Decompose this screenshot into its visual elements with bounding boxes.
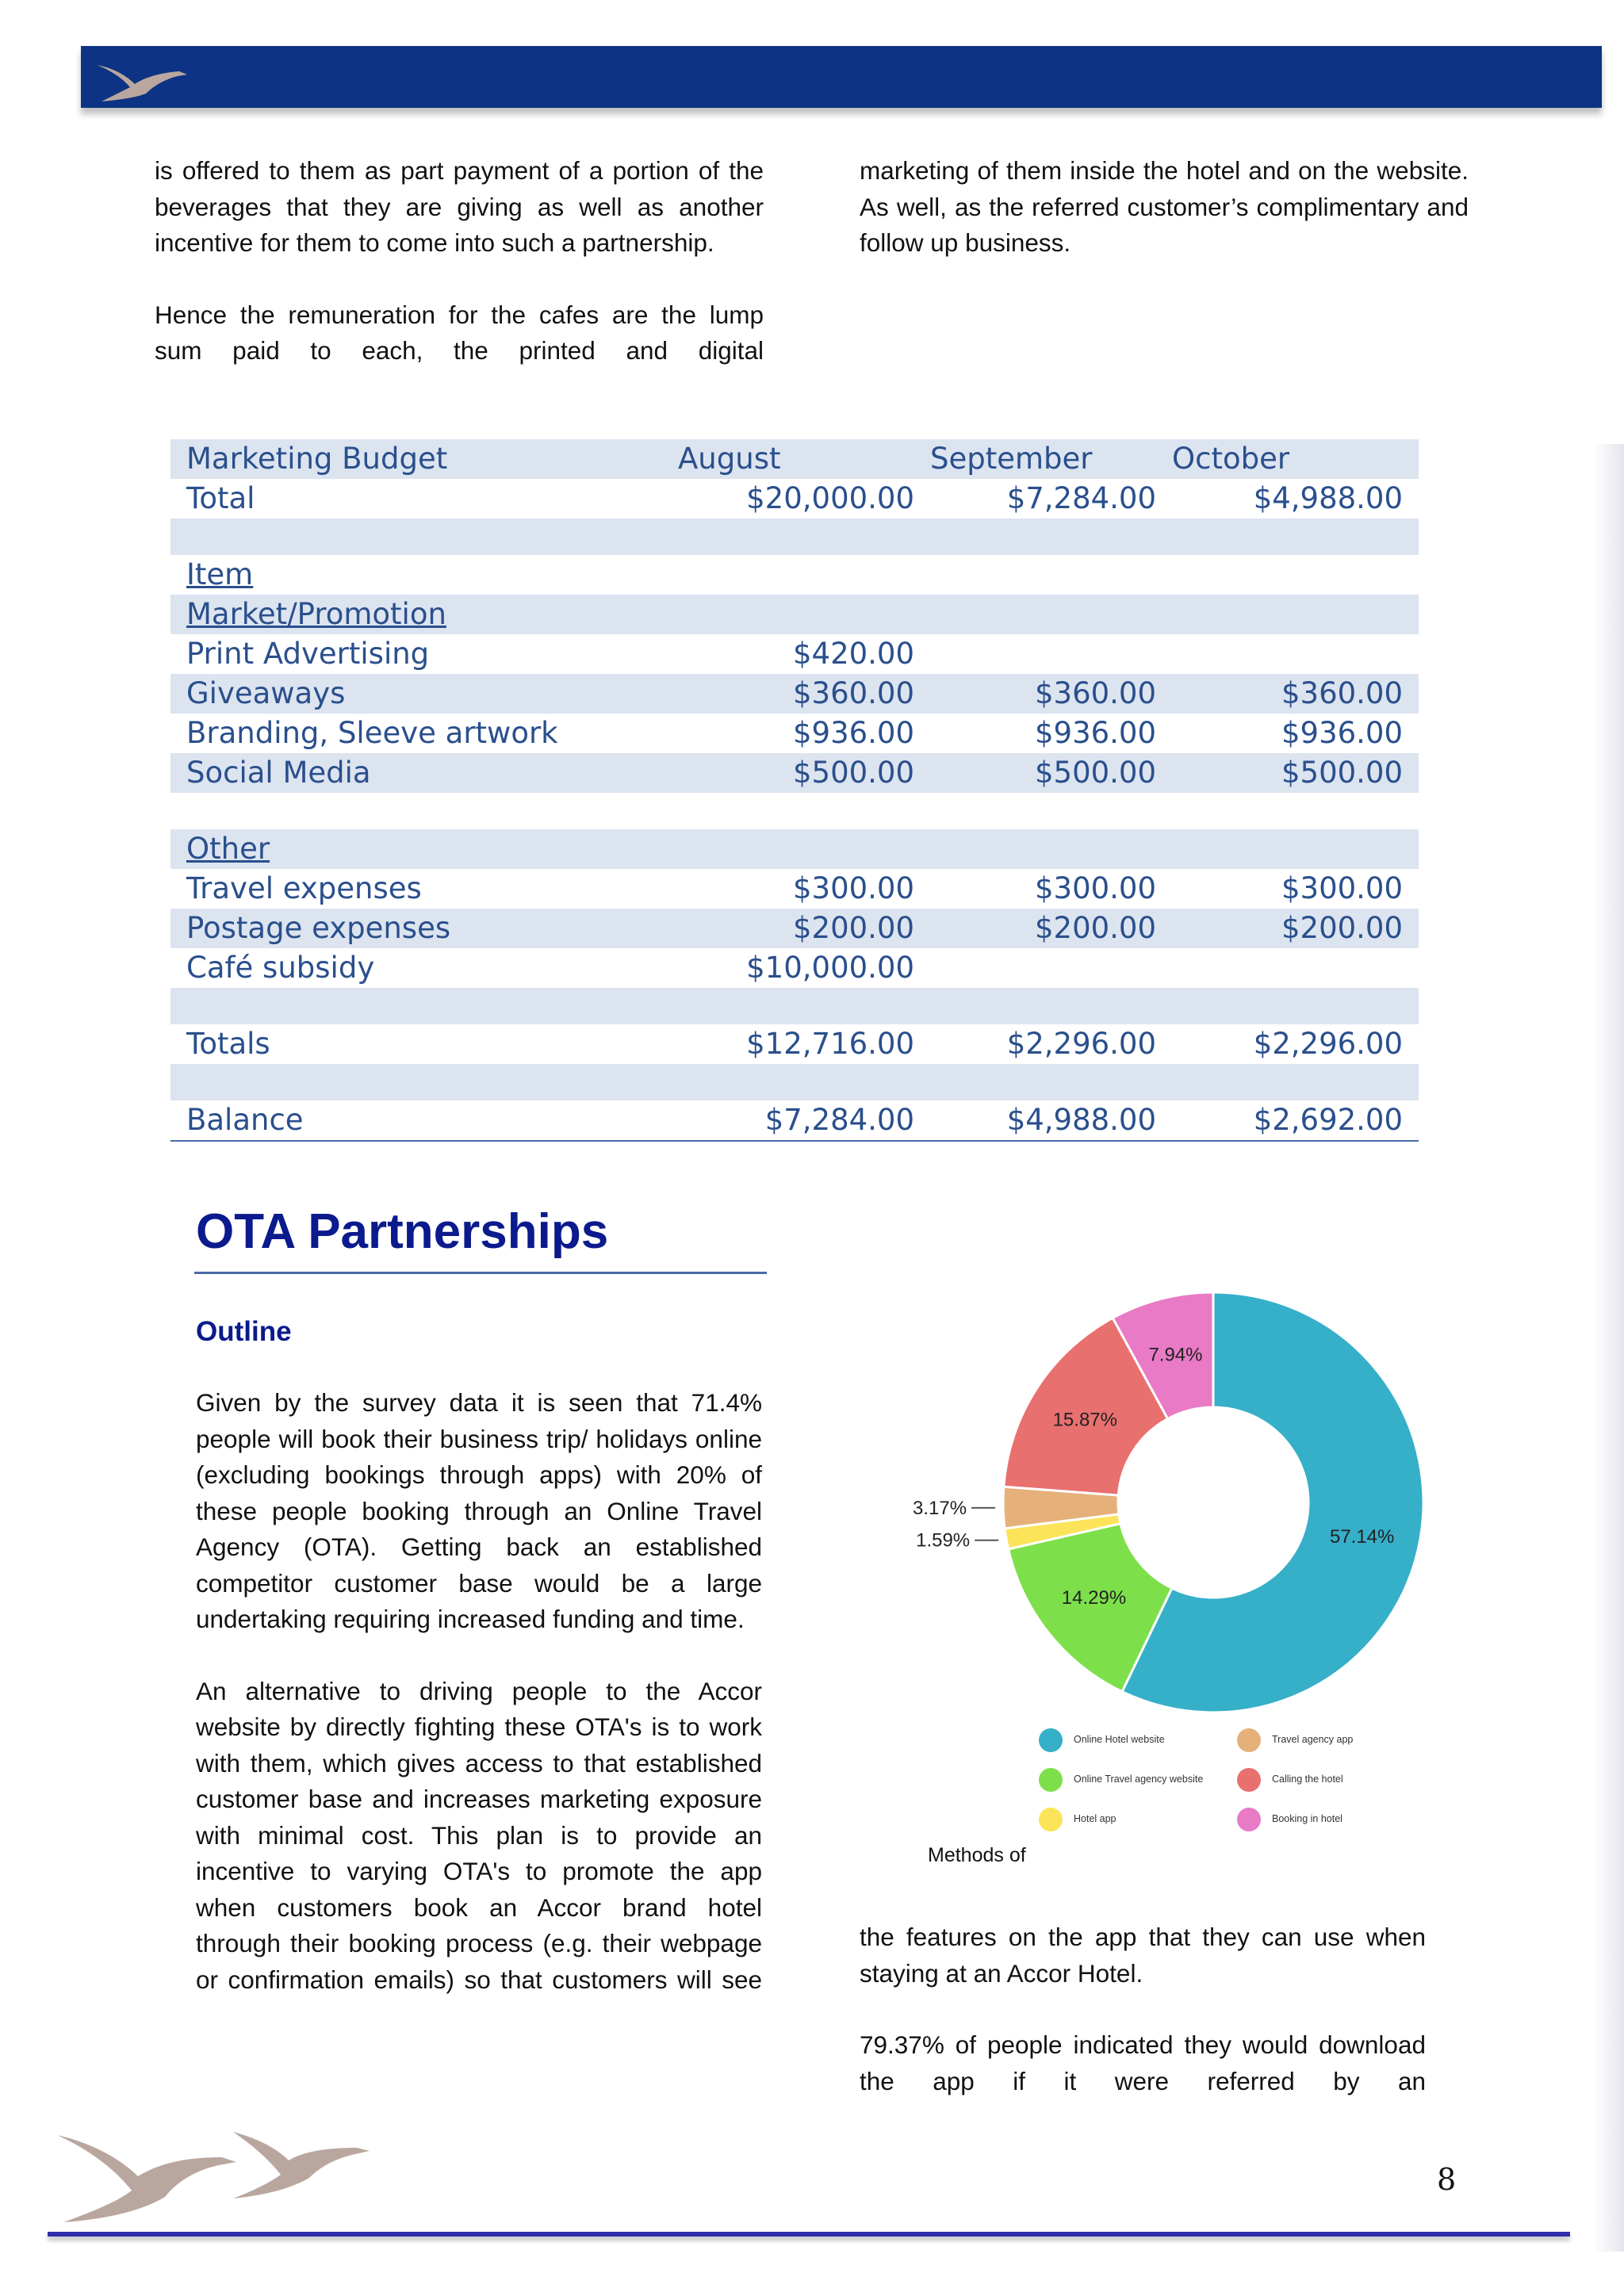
cell-value: $360.00: [1172, 674, 1419, 714]
table-row: [170, 948, 1419, 988]
cell-value: [1172, 634, 1419, 674]
item-header: Item: [186, 557, 254, 591]
section-title: OTA Partnerships: [196, 1204, 609, 1259]
cell-value: $500.00: [930, 753, 1172, 793]
spacer-row: [170, 1064, 1419, 1100]
bird-icon: [90, 54, 193, 101]
slice-value-label: 14.29%: [1061, 1587, 1127, 1609]
section-header-row: [170, 595, 1419, 634]
slice-value-label: 7.94%: [1148, 1344, 1203, 1366]
footer-rule: [48, 2232, 1570, 2237]
cell-value: $2,692.00: [1253, 1103, 1403, 1137]
cell-value: $2,296.00: [1253, 1027, 1403, 1061]
section-header-row: [170, 829, 1419, 869]
table-header-row: [170, 439, 1419, 479]
table-row-item-header: [170, 555, 1419, 595]
table-row: [170, 674, 1419, 714]
row-label: Total: [186, 481, 255, 515]
section-divider: [194, 1272, 767, 1274]
page-number: 8: [1437, 2162, 1457, 2197]
section-title: Other: [170, 829, 678, 869]
cell-value: $360.00: [930, 674, 1172, 714]
legend-label: Hotel app: [1074, 1813, 1116, 1824]
header-cell: September: [930, 439, 1172, 479]
table-row: [170, 753, 1419, 793]
legend-label: Booking in hotel: [1272, 1813, 1342, 1824]
cell-value: $20,000.00: [746, 481, 914, 515]
legend-swatch: [1237, 1808, 1261, 1831]
slice-value-label: 15.87%: [1052, 1409, 1117, 1431]
legend-label: Calling the hotel: [1272, 1774, 1343, 1785]
row-label: Totals: [186, 1027, 270, 1061]
row-label: Giveaways: [170, 674, 678, 714]
section-left-column: [196, 1385, 762, 1998]
birds-logo-icon: [49, 2129, 382, 2232]
spacer-row: [170, 793, 1419, 829]
cell-value: $936.00: [1281, 716, 1403, 750]
legend-label: Online Travel agency website: [1074, 1774, 1204, 1785]
cell-value: $200.00: [1172, 909, 1419, 948]
table-row-balance: [170, 1100, 1419, 1140]
cell-value: $936.00: [792, 716, 914, 750]
slice-value-label: 1.59%: [916, 1529, 971, 1552]
intro-paragraph-2: Hence the remuneration for the cafes are the lump sum paid to each, the printed and digital: [155, 300, 764, 365]
legend-label: Online Hotel website: [1074, 1734, 1165, 1745]
cell-value: $2,296.00: [1006, 1027, 1156, 1061]
cell-value: $300.00: [1281, 871, 1403, 905]
cell-value: [930, 634, 1172, 674]
intro-paragraph-1: is offered to them as part payment of a portion of the beverages that they are giving as well as another incentive for them to come into such a partnership.: [155, 156, 764, 257]
table-row-totals: [170, 1024, 1419, 1064]
cell-value: $420.00: [792, 637, 914, 671]
section-right-column: [860, 1919, 1426, 2099]
row-label: Travel expenses: [186, 871, 422, 905]
row-label: Café subsidy: [186, 951, 375, 985]
intro-left-column: [155, 153, 764, 369]
cell-value: $12,716.00: [746, 1027, 914, 1061]
cell-value: $4,988.00: [1006, 1103, 1156, 1137]
cell-value: $4,988.00: [1253, 481, 1403, 515]
section-title: Market/Promotion: [170, 595, 678, 634]
slice-value-label: 57.14%: [1329, 1525, 1395, 1548]
legend-label: Travel agency app: [1272, 1734, 1354, 1745]
header-cell: October: [1172, 439, 1419, 479]
table-row-total: [170, 479, 1419, 519]
row-label: Branding, Sleeve artwork: [186, 716, 558, 750]
chart-title: Methods of: [928, 1844, 1026, 1866]
section-right-paragraph-2: 79.37% of people indicated they would download the app if it were referred by an: [860, 2030, 1426, 2095]
header-cell: August: [678, 439, 930, 479]
subheading: Outline: [196, 1316, 292, 1347]
spacer-row: [170, 519, 1419, 555]
legend-swatch: [1039, 1728, 1063, 1752]
section-paragraph-1: Given by the survey data it is seen that 71.4% people will book their business trip/ holidays online (excluding bookings through apps) with 20% of these people booking through an Online Travel Agency (OTA). Getting back an established competitor customer base would be a large undertaking requiring increased funding and time.: [196, 1388, 762, 1633]
cell-value: $360.00: [678, 674, 930, 714]
table-row: [170, 634, 1419, 674]
intro-right-paragraph: marketing of them inside the hotel and on the website. As well, as the referred customer’s complimentary and follow up business.: [860, 156, 1469, 257]
cell-value: [930, 948, 1172, 988]
cell-value: $200.00: [930, 909, 1172, 948]
legend-swatch: [1039, 1808, 1063, 1831]
marketing-budget-table: [170, 439, 1419, 1142]
cell-value: $10,000.00: [746, 951, 914, 985]
legend-swatch: [1237, 1728, 1261, 1752]
cell-value: $7,284.00: [1006, 481, 1156, 515]
table-row: [170, 714, 1419, 753]
cell-value: [1172, 948, 1419, 988]
page-edge-shadow: [1594, 444, 1624, 2252]
table-row: [170, 909, 1419, 948]
row-label: Print Advertising: [186, 637, 430, 671]
table-row: [170, 869, 1419, 909]
spacer-row: [170, 988, 1419, 1024]
row-label: Postage expenses: [170, 909, 678, 948]
cell-value: $500.00: [678, 753, 930, 793]
legend-swatch: [1237, 1768, 1261, 1792]
cell-value: $500.00: [1172, 753, 1419, 793]
cell-value: $936.00: [1034, 716, 1156, 750]
legend-swatch: [1039, 1768, 1063, 1792]
header-cell: Marketing Budget: [170, 439, 678, 479]
cell-value: $300.00: [792, 871, 914, 905]
section-right-paragraph-1: the features on the app that they can use when staying at an Accor Hotel.: [860, 1923, 1426, 1988]
header-bar: [81, 46, 1602, 108]
row-label: Social Media: [170, 753, 678, 793]
cell-value: $7,284.00: [764, 1103, 914, 1137]
section-paragraph-2: An alternative to driving people to the Accor website by directly fighting these OTA's is to work with them, which gives access to that established customer base and increases marketing exposure with minimal cost. This plan is to provide an incentive to varying OTA's to promote the app when customers book an Accor brand hotel through their booking process (e.g. their webpage or confirmation emails) so that customers will see: [196, 1676, 762, 1994]
cell-value: $200.00: [678, 909, 930, 948]
cell-value: $300.00: [1034, 871, 1156, 905]
row-label: Balance: [186, 1103, 304, 1137]
chart-legend: [1039, 1728, 1451, 1847]
slice-value-label: 3.17%: [913, 1497, 967, 1519]
intro-right-column: [860, 153, 1469, 262]
